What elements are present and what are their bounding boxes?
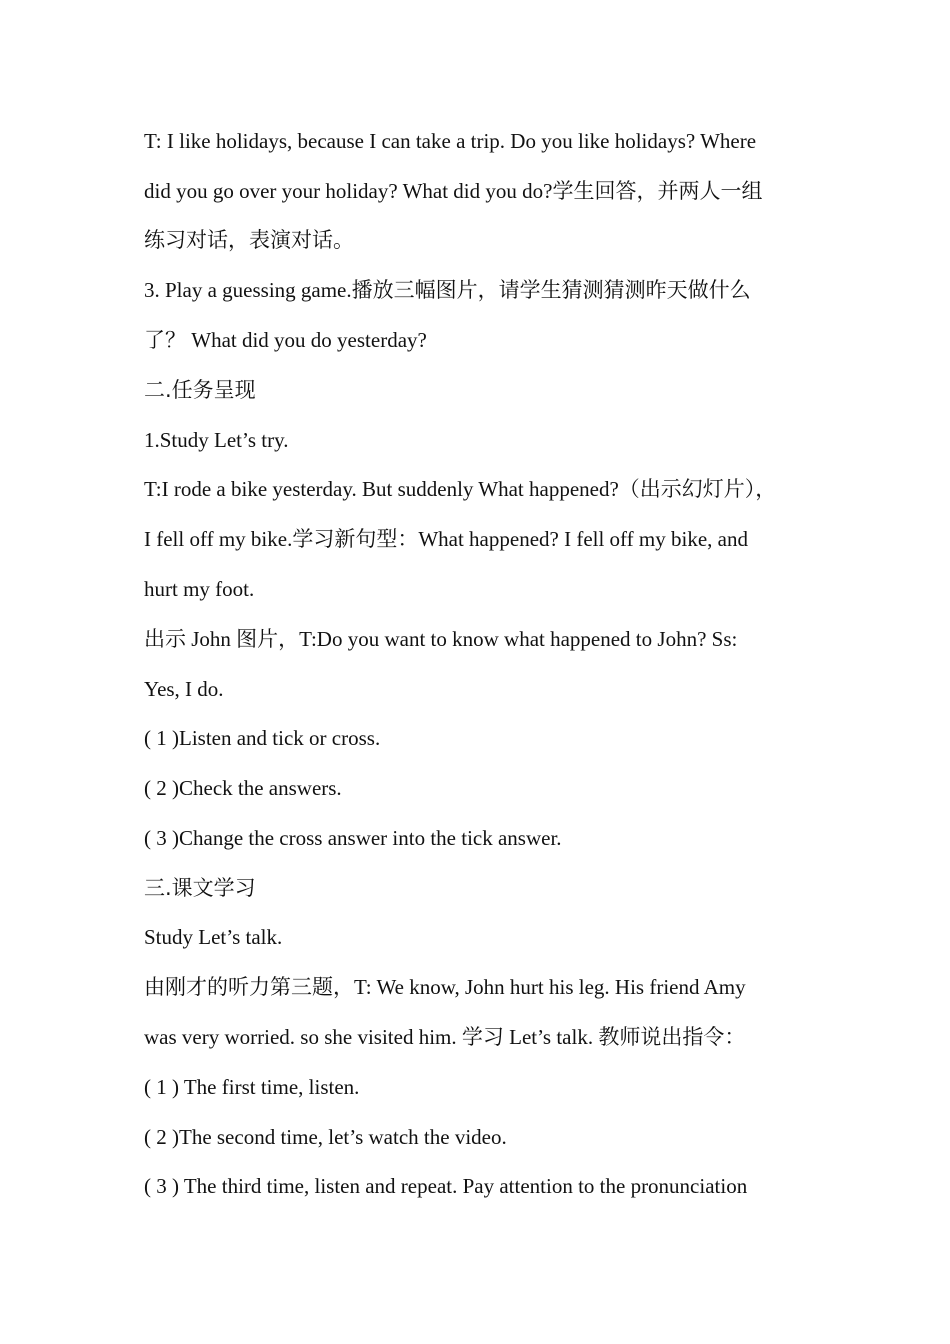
- list-item: ( 1 ) The first time, listen.: [144, 1075, 360, 1099]
- text-line: hurt my foot.: [144, 577, 255, 601]
- section-heading: 二.任务呈现: [144, 378, 256, 402]
- text-line: Yes, I do.: [144, 677, 224, 701]
- text-line: did you go over your holiday? What did you do?学生回答，并两人一组: [144, 179, 763, 203]
- list-item: ( 2 )The second time, let’s watch the video.: [144, 1125, 507, 1149]
- list-item: ( 3 ) The third time, listen and repeat. Pay attention to the pronunciation: [144, 1174, 748, 1198]
- text-line: was very worried. so she visited him. 学习 Let’s talk. 教师说出指令：: [144, 1025, 746, 1049]
- text-line: 1.Study Let’s try.: [144, 428, 289, 452]
- list-item: ( 1 )Listen and tick or cross.: [144, 726, 381, 750]
- text-line: T:I rode a bike yesterday. But suddenly What happened?（出示幻灯片），: [144, 477, 777, 501]
- text-line: 由刚才的听力第三题，T: We know, John hurt his leg. His friend Amy: [144, 975, 746, 999]
- list-item: ( 3 )Change the cross answer into the tick answer.: [144, 826, 562, 850]
- text-line: 练习对话，表演对话。: [144, 228, 354, 252]
- text-line: 了？ What did you do yesterday?: [144, 328, 427, 352]
- text-line: 出示 John 图片，T:Do you want to know what happened to John? Ss:: [144, 627, 738, 651]
- section-heading: 三.课文学习: [144, 876, 256, 900]
- text-line: Study Let’s talk.: [144, 925, 283, 949]
- text-line: I fell off my bike.学习新句型：What happened? I fell off my bike, and: [144, 527, 748, 551]
- text-line: T: I like holidays, because I can take a trip. Do you like holidays? Where: [144, 129, 757, 153]
- list-item: ( 2 )Check the answers.: [144, 776, 342, 800]
- text-line: 3. Play a guessing game.播放三幅图片，请学生猜测猜测昨天做什么: [144, 278, 751, 302]
